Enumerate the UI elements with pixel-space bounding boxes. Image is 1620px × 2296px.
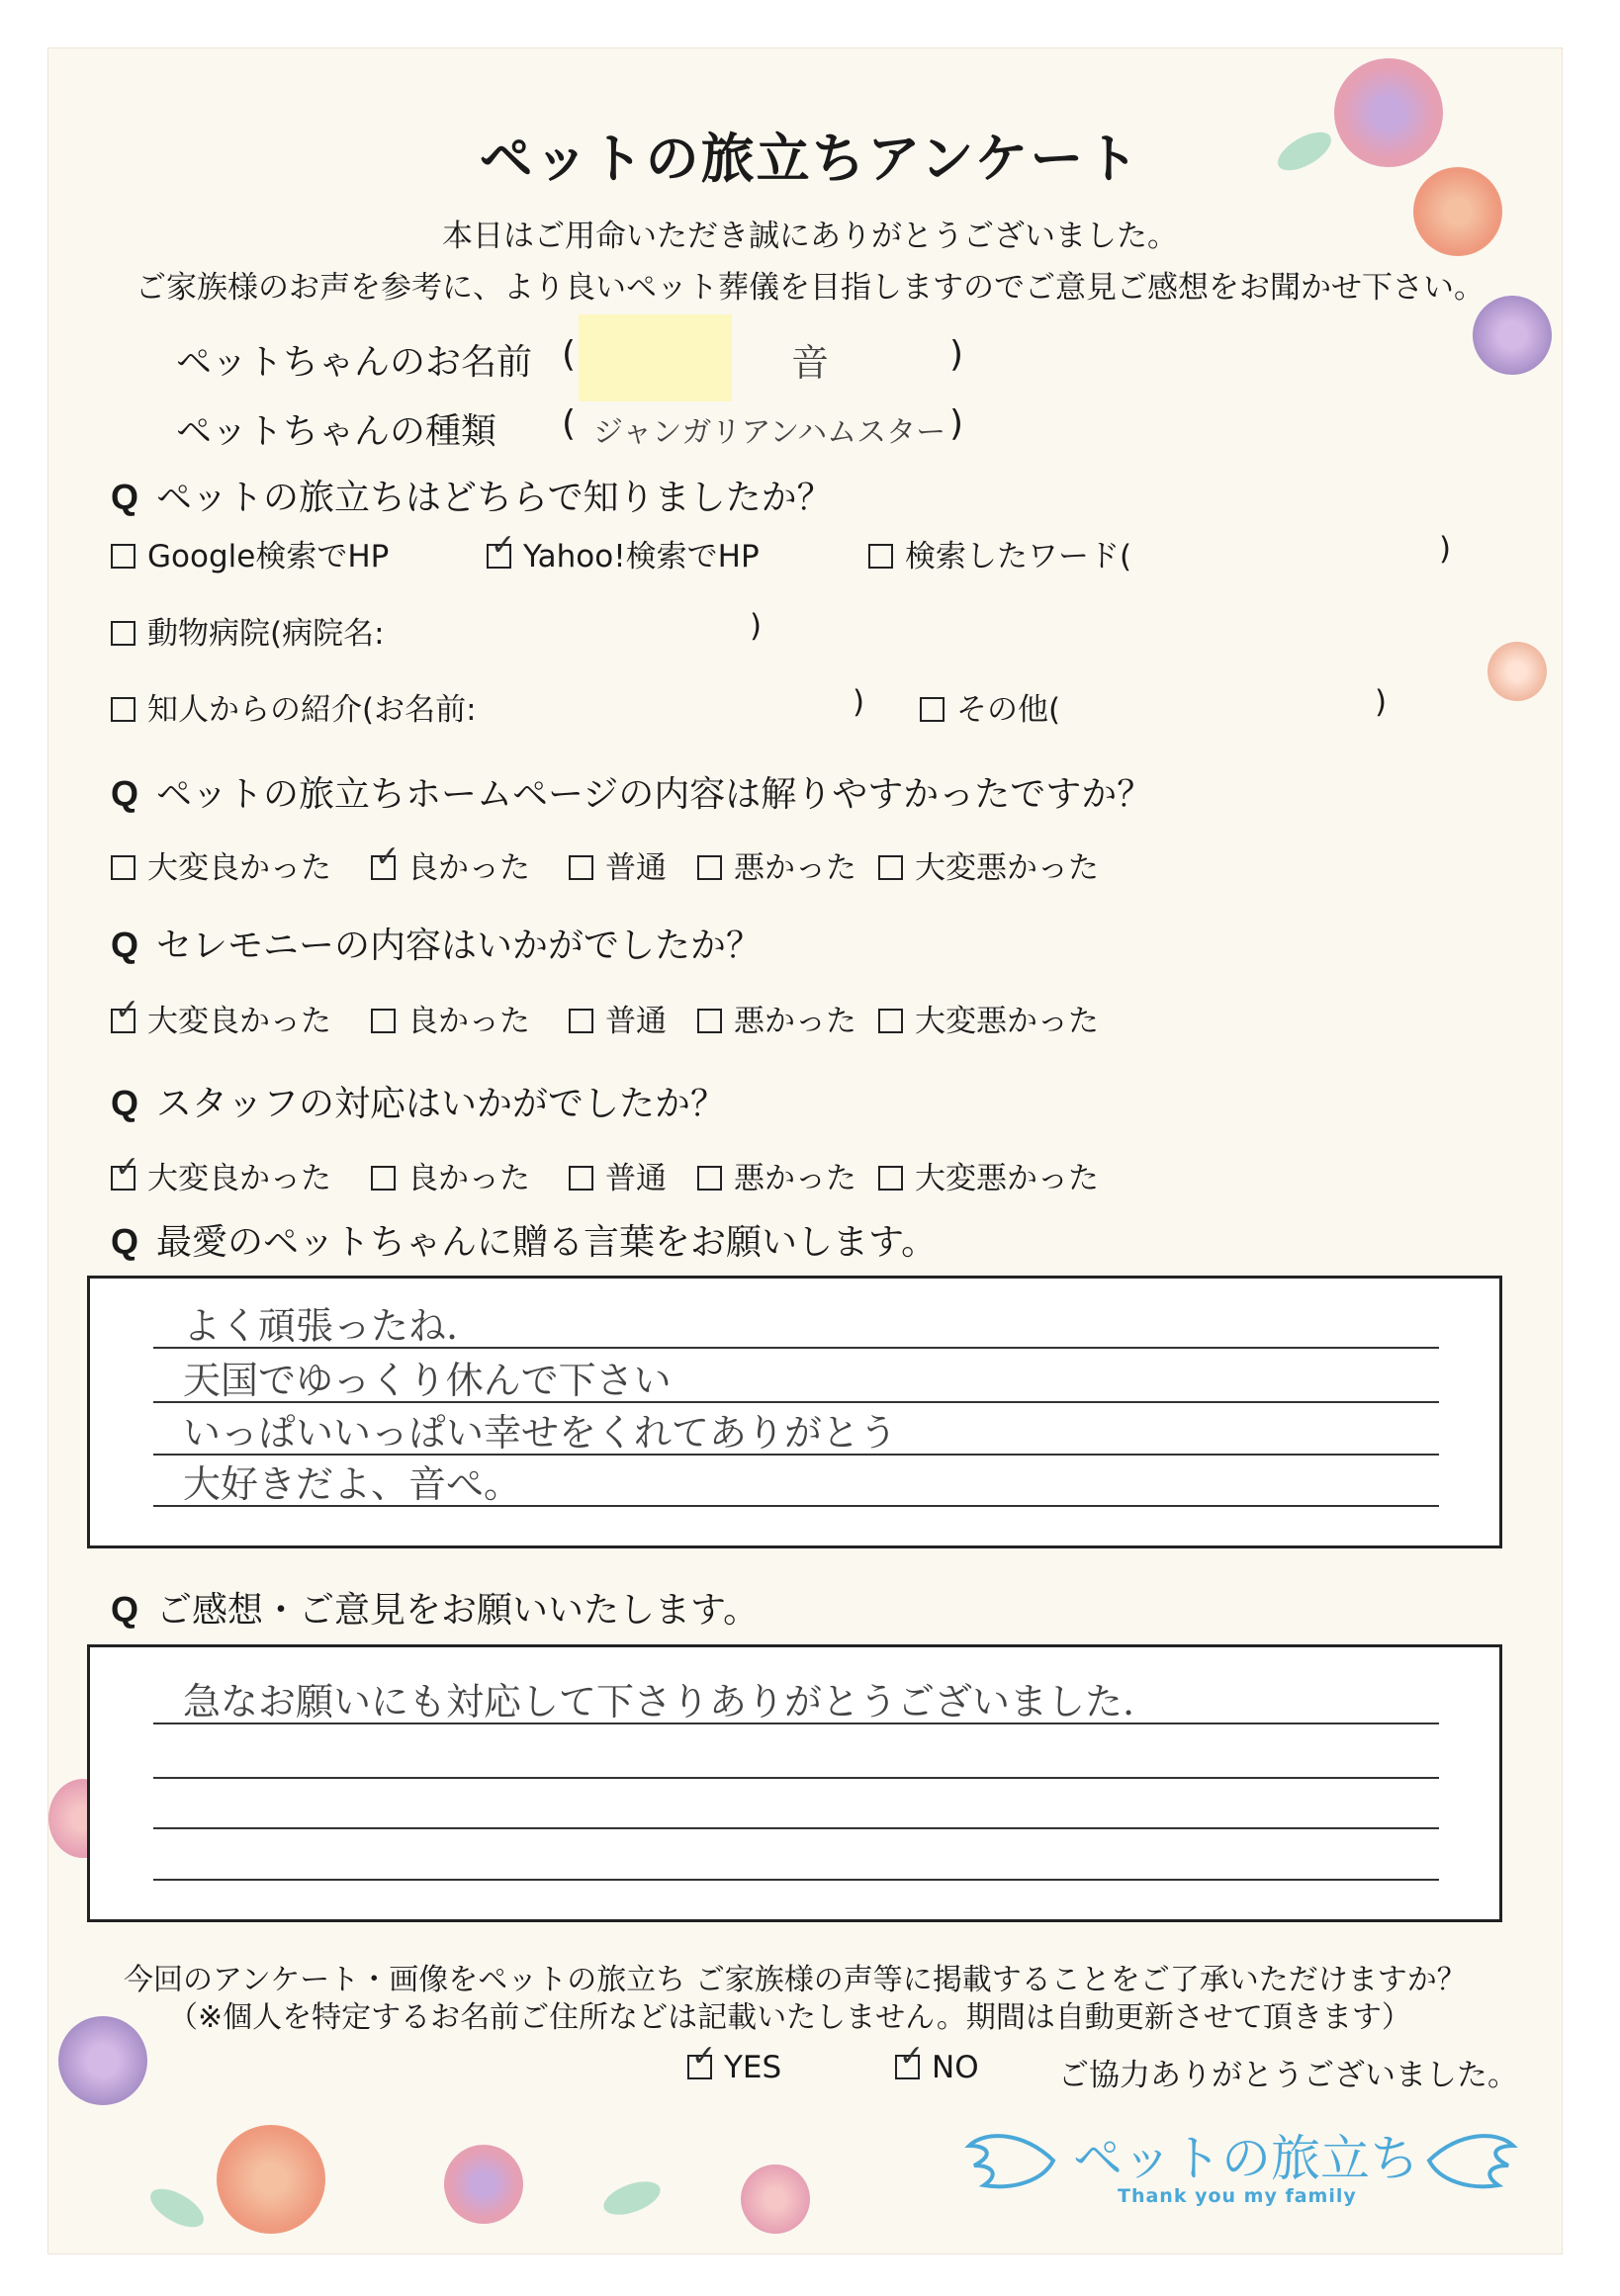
q4-option[interactable] — [878, 1153, 1099, 1197]
q2-option[interactable] — [111, 842, 331, 887]
question-5-text: 最愛のペットちゃんに贈る言葉をお願いします。 — [156, 1222, 938, 1263]
checkbox[interactable] — [920, 697, 945, 722]
option-label: 大変良かった — [147, 1161, 331, 1196]
option-label: Yahoo!検索でHP — [523, 539, 760, 574]
paren-close: ) — [949, 403, 964, 444]
question-6 — [111, 1582, 759, 1633]
pet-name-value: 音 — [791, 341, 830, 385]
handwritten-line: 天国でゆっくり休んで下さい — [183, 1359, 672, 1402]
handwritten-line: 急なお願いにも対応して下さりありがとうございました. — [183, 1680, 1135, 1723]
question-5 — [111, 1214, 937, 1265]
handwritten-line: よく頑張ったね. — [183, 1304, 459, 1348]
q-mark: Q — [111, 1589, 139, 1630]
q2-option[interactable] — [697, 842, 856, 887]
logo — [964, 2111, 1518, 2220]
option-label: 良かった — [407, 1004, 530, 1039]
option-label: 大変悪かった — [915, 1004, 1099, 1039]
question-2-text: ペットの旅立ちホームページの内容は解りやすかったですか？ — [156, 774, 1153, 815]
paren-close: ) — [853, 684, 865, 720]
wing-icon — [964, 2121, 1063, 2200]
writing-line — [153, 1879, 1439, 1881]
q3-option[interactable] — [111, 996, 331, 1040]
q1-option-google[interactable] — [111, 531, 389, 575]
intro-line-1: 本日はご用命いただき誠にありがとうございました。 — [442, 219, 1178, 254]
checkbox-checked[interactable] — [111, 1009, 135, 1033]
leaf-decoration — [599, 2175, 665, 2222]
flower-decoration — [741, 2164, 810, 2234]
option-label: 良かった — [407, 1161, 530, 1196]
pet-name-label: ペットちゃんのお名前 — [176, 342, 533, 383]
option-label: 悪かった — [734, 1004, 856, 1039]
paren-close: ) — [1375, 684, 1388, 720]
q3-option[interactable] — [569, 996, 667, 1040]
option-label: 大変良かった — [147, 850, 331, 886]
checkbox[interactable] — [878, 1166, 903, 1191]
option-label: 普通 — [605, 1004, 667, 1039]
q-mark: Q — [111, 477, 139, 517]
checkbox-checked[interactable] — [371, 855, 396, 880]
q3-option[interactable] — [697, 996, 856, 1040]
checkbox-checked[interactable] — [487, 544, 511, 569]
flower-decoration — [58, 2016, 147, 2105]
checkbox[interactable] — [868, 544, 893, 569]
q2-option[interactable] — [371, 842, 530, 887]
checkbox-checked[interactable] — [111, 1166, 135, 1191]
no-label: NO — [932, 2050, 979, 2085]
question-3 — [111, 918, 762, 968]
redacted-name-mask — [579, 314, 732, 401]
thanks-text: ご協力ありがとうございました。 — [1058, 2058, 1518, 2093]
intro-line-2: ご家族様のお声を参考に、より良いペット葬儀を目指しますのでご意見ご感想をお聞かせ下さい。 — [135, 270, 1485, 306]
option-label: 良かった — [407, 850, 530, 886]
checkbox[interactable] — [697, 855, 722, 880]
checkbox[interactable] — [878, 1009, 903, 1033]
question-3-text: セレモニーの内容はいかがでしたか？ — [156, 926, 763, 966]
q-mark: Q — [111, 925, 139, 965]
paren-close: ) — [949, 334, 964, 375]
logo-tagline: Thank you my family — [1118, 2185, 1357, 2207]
q-mark: Q — [111, 1083, 139, 1123]
page-title: ペットの旅立ちアンケート — [479, 128, 1141, 190]
consent-yes[interactable] — [687, 2050, 781, 2085]
q-mark: Q — [111, 1221, 139, 1262]
q1-option-vet[interactable] — [111, 608, 385, 653]
q4-option[interactable] — [111, 1153, 331, 1197]
q1-option-referral[interactable] — [111, 684, 477, 729]
option-label: 大変悪かった — [915, 850, 1099, 886]
checkbox[interactable] — [111, 621, 135, 646]
flower-decoration — [444, 2145, 523, 2224]
pet-type-value: ジャンガリアンハムスター — [593, 415, 946, 450]
q-mark: Q — [111, 773, 139, 814]
checkbox[interactable] — [569, 1166, 593, 1191]
option-label: 悪かった — [734, 1161, 856, 1196]
q2-option[interactable] — [878, 842, 1099, 887]
paren-open: ( — [562, 334, 577, 375]
q4-option[interactable] — [697, 1153, 856, 1197]
yes-label: YES — [724, 2050, 782, 2085]
option-label: 普通 — [605, 850, 667, 886]
consent-text-2: （※個人を特定するお名前ご住所などは記載いたしません。期間は自動更新させて頂きます） — [168, 2000, 1411, 2035]
checkbox[interactable] — [111, 697, 135, 722]
checkbox[interactable] — [697, 1166, 722, 1191]
writing-line — [153, 1777, 1439, 1779]
checkbox[interactable] — [878, 855, 903, 880]
question-6-text: ご感想・ご意見をお願いいたします。 — [156, 1590, 760, 1631]
checkbox-crossed-out[interactable] — [895, 2055, 920, 2079]
option-label: 大変悪かった — [915, 1161, 1099, 1196]
q4-option[interactable] — [371, 1153, 530, 1197]
checkbox[interactable] — [371, 1009, 396, 1033]
option-label: その他( — [956, 692, 1061, 728]
q3-option[interactable] — [878, 996, 1099, 1040]
option-label: 知人からの紹介(お名前: — [147, 692, 477, 728]
q2-option[interactable] — [569, 842, 667, 887]
paren-close: ) — [1439, 531, 1452, 567]
consent-no[interactable] — [895, 2050, 979, 2085]
checkbox-checked[interactable] — [687, 2055, 712, 2079]
option-label: Google検索でHP — [147, 539, 390, 574]
checkbox[interactable] — [371, 1166, 396, 1191]
option-label: 悪かった — [734, 850, 856, 886]
wing-icon — [1419, 2121, 1518, 2200]
flower-decoration — [217, 2125, 325, 2234]
writing-line — [153, 1827, 1439, 1829]
paren-open: ( — [562, 403, 577, 444]
checkbox[interactable] — [111, 544, 135, 569]
question-1 — [111, 470, 833, 520]
leaf-decoration — [144, 2181, 210, 2235]
option-label: 動物病院(病院名: — [147, 616, 385, 652]
question-2 — [111, 766, 1152, 817]
question-4-text: スタッフの対応はいかがでしたか？ — [156, 1084, 727, 1124]
q1-option-yahoo[interactable] — [487, 531, 760, 575]
q1-option-other[interactable] — [920, 684, 1060, 729]
checkbox[interactable] — [569, 855, 593, 880]
q1-option-search-word[interactable] — [868, 531, 1131, 575]
checkbox[interactable] — [111, 855, 135, 880]
pet-type-label: ペットちゃんの種類 — [176, 411, 497, 452]
option-label: 検索したワード( — [905, 539, 1132, 574]
consent-text-1: 今回のアンケート・画像をペットの旅立ち ご家族様の声等に掲載することをご了承いただけますか？ — [124, 1963, 1467, 1997]
logo-text: ペットの旅立ち — [1073, 2130, 1419, 2187]
question-1-text: ペットの旅立ちはどちらで知りましたか？ — [156, 478, 833, 518]
flower-decoration — [1473, 296, 1552, 375]
q4-option[interactable] — [569, 1153, 667, 1197]
q3-option[interactable] — [371, 996, 530, 1040]
question-4 — [111, 1076, 726, 1126]
option-label: 大変良かった — [147, 1004, 331, 1039]
handwritten-line: 大好きだよ、音ぺ。 — [183, 1462, 522, 1506]
handwritten-line: いっぱいいっぱい幸せをくれてありがとう — [183, 1411, 898, 1455]
option-label: 普通 — [605, 1161, 667, 1196]
checkbox[interactable] — [569, 1009, 593, 1033]
paren-close: ) — [750, 608, 763, 644]
checkbox[interactable] — [697, 1009, 722, 1033]
flower-decoration — [1487, 642, 1547, 701]
